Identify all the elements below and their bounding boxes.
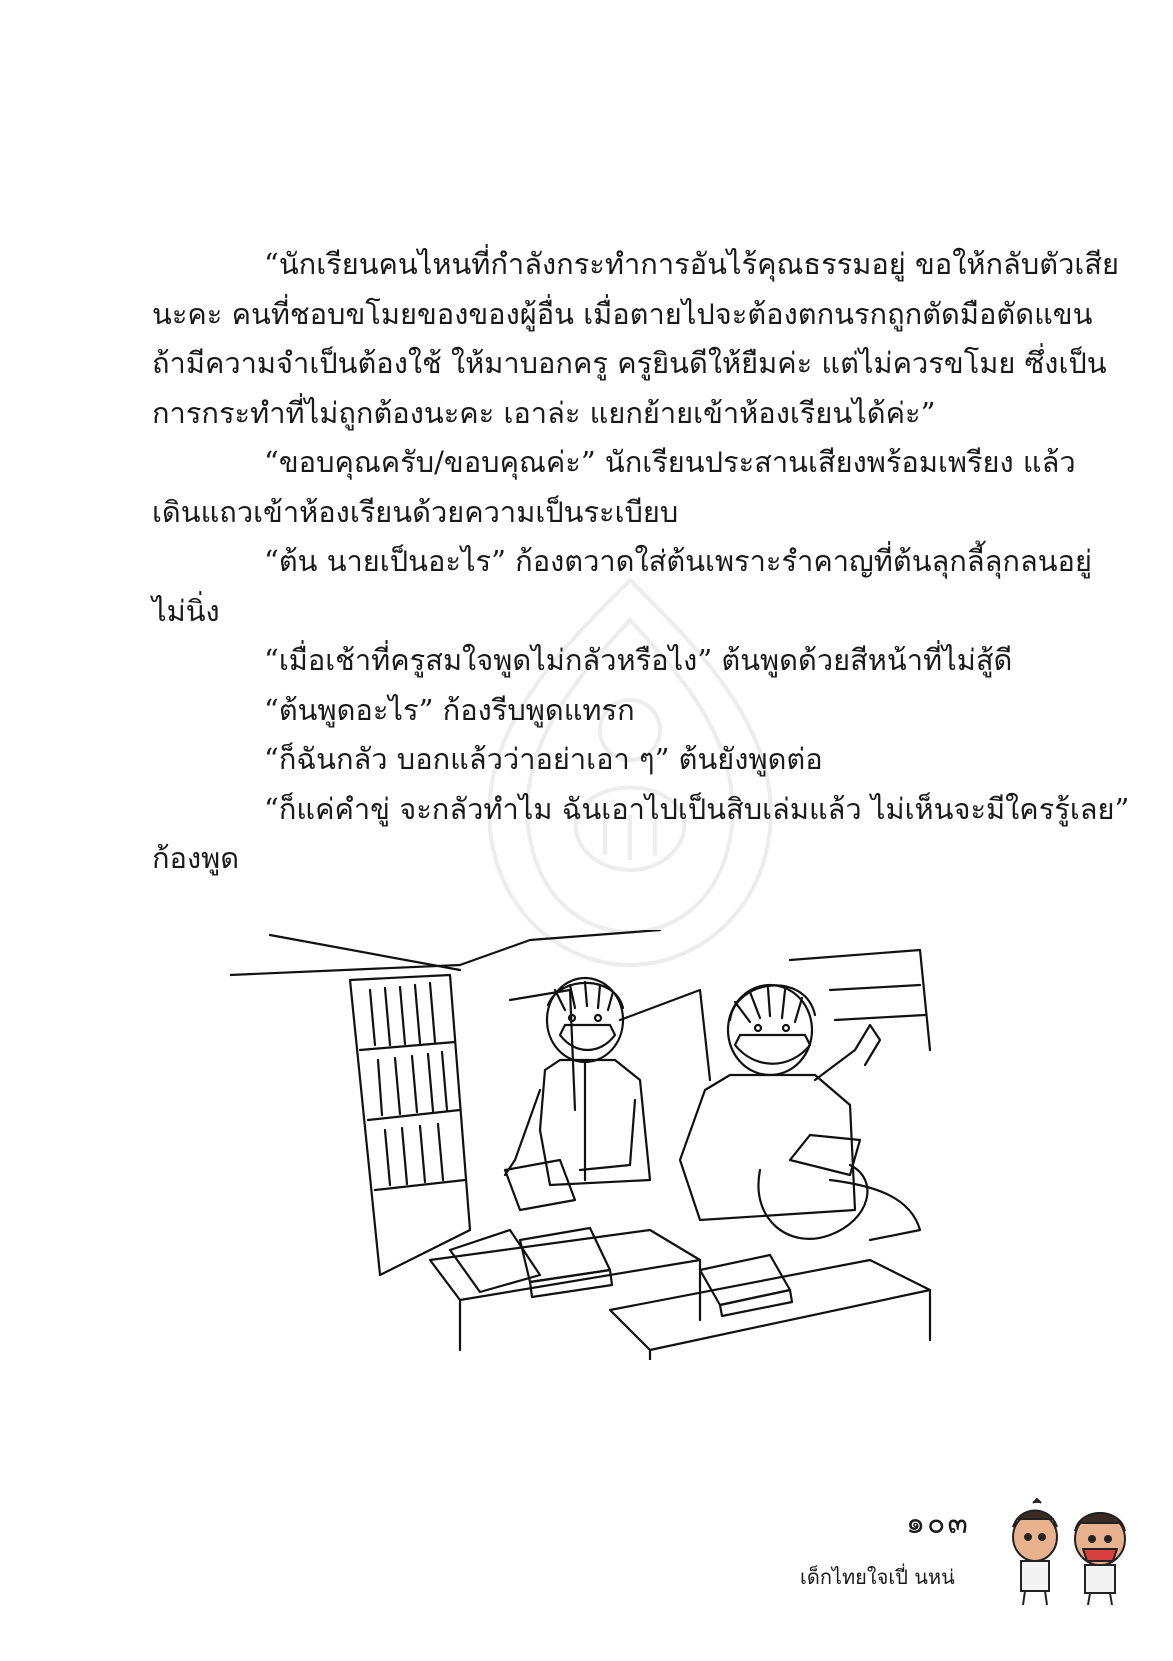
- paragraph-line: การกระทำที่ไม่ถูกต้องนะคะ เอาล่ะ แยกย้ายเข้าห้องเรียนได้ค่ะ”: [152, 395, 936, 430]
- mascot-children-icon: [995, 1497, 1140, 1607]
- paragraph-line: ก้องพูด: [152, 841, 240, 875]
- story-text: [152, 240, 1130, 884]
- paragraph-line: ไม่นิ่ง: [152, 593, 220, 628]
- paragraph-line: “ก็ฉันกลัว บอกแล้วว่าอย่าเอา ๆ” ต้นยังพูดต่อ: [264, 742, 823, 776]
- paragraph-line: “ก็แค่คำขู่ จะกลัวทำไม ฉันเอาไปเป็นสิบเล่มแล้ว ไม่เห็นจะมีใครรู้เลย”: [264, 791, 1130, 826]
- paragraph-line: เดินแถวเข้าห้องเรียนด้วยความเป็นระเบียบ: [152, 494, 679, 529]
- paragraph-line: “นักเรียนคนไหนที่กำลังกระทำการอันไร้คุณธรรมอยู่ ขอให้กลับตัวเสีย: [264, 247, 1119, 281]
- paragraph-line: “เมื่อเช้าที่ครูสมใจพูดไม่กลัวหรือไง” ต้นพูดด้วยสีหน้าที่ไม่สู้ดี: [264, 643, 1013, 677]
- paragraph-line: นะคะ คนที่ชอบขโมยของของผู้อื่น เมื่อตายไปจะต้องตกนรกถูกตัดมือตัดแขน: [152, 296, 1093, 331]
- paragraph-line: ถ้ามีความจำเป็นต้องใช้ ให้มาบอกครู ครูยินดีให้ยืมค่ะ แต่ไม่ควรขโมย ซึ่งเป็น: [152, 346, 1107, 380]
- paragraph-line: “ต้น นายเป็นอะไร” ก้องตวาดใส่ต้นเพราะรำคาญที่ต้นลุกลี้ลุกลนอยู่: [264, 544, 1092, 578]
- paragraph-line: “ขอบคุณครับ/ขอบคุณค่ะ” นักเรียนประสานเสียงพร้อมเพรียง แล้ว: [264, 445, 1076, 479]
- library-illustration: [230, 930, 950, 1360]
- page-number: ๑๐๓: [906, 1506, 970, 1541]
- paragraph-line: “ต้นพูดอะไร” ก้องรีบพูดแทรก: [264, 692, 635, 727]
- book-title: เด็กไทยใจเปี่ นหน่: [800, 1565, 955, 1589]
